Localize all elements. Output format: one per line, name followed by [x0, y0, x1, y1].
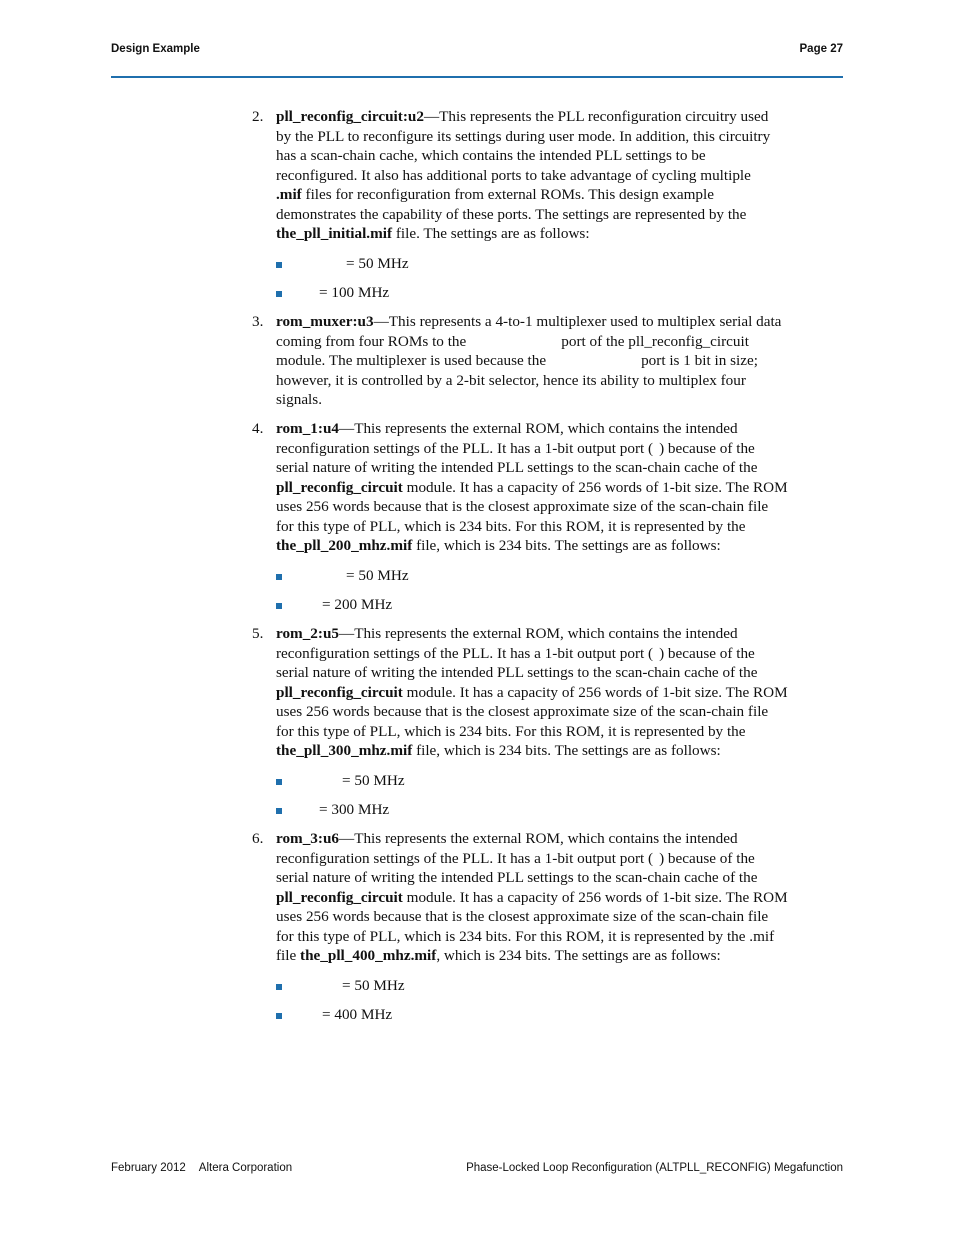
- section-title: Design Example: [111, 43, 200, 55]
- item-text: rom_muxer:u3—This represents a 4-to-1 multiplexer used to multiplex serial data coming from four ROMs to the port of the pll_reconfig_circuit module. The multiplexer is used because the port is 1 bit in size; however, it is controlled by a 2-bit selector, hence its ability to multiplex four signals.: [276, 313, 782, 408]
- settings-item: = 200 MHz: [276, 595, 844, 615]
- settings-item: = 50 MHz: [276, 771, 844, 791]
- bullet-square-icon: [276, 984, 282, 990]
- bullet-square-icon: [276, 808, 282, 814]
- settings-item: = 300 MHz: [276, 800, 844, 820]
- settings-item: = 100 MHz: [276, 283, 844, 303]
- footer-doc-title: Phase-Locked Loop Reconfiguration (ALTPLL_RECONFIG) Megafunction: [466, 1162, 843, 1174]
- item-number: 6.: [252, 830, 264, 847]
- settings-item: = 50 MHz: [276, 566, 844, 586]
- item-number: 2.: [252, 108, 264, 125]
- list-item: [252, 829, 844, 1025]
- settings-list: [276, 254, 844, 303]
- page-footer: [111, 1162, 843, 1178]
- settings-list: [276, 566, 844, 615]
- footer-left: [111, 1162, 292, 1174]
- list-item: [252, 312, 844, 410]
- item-number: 3.: [252, 313, 264, 330]
- item-text: rom_3:u6—This represents the external ROM, which contains the intended reconfiguration settings of the PLL. It has a 1-bit output port ( ) because of the serial nature of writing the intended PLL settings to the scan-chain cache of the pll_reconfig_circuit module. It has a capacity of 256 words of 1-bit size. The ROM uses 256 words because that is the closest approximate size of the scan-chain file for this type of PLL, which is 234 bits. For this ROM, it is represented by the .mif file the_pll_400_mhz.mif, which is 234 bits. The settings are as follows:: [276, 830, 788, 964]
- footer-date: February 2012: [111, 1162, 186, 1174]
- settings-item: = 50 MHz: [276, 254, 844, 274]
- list-item: [252, 107, 844, 303]
- item-text: rom_1:u4—This represents the external ROM, which contains the intended reconfiguration settings of the PLL. It has a 1-bit output port ( ) because of the serial nature of writing the intended PLL settings to the scan-chain cache of the pll_reconfig_circuit module. It has a capacity of 256 words of 1-bit size. The ROM uses 256 words because that is the closest approximate size of the scan-chain file for this type of PLL, which is 234 bits. For this ROM, it is represented by the the_pll_200_mhz.mif file, which is 234 bits. The settings are as follows:: [276, 420, 788, 554]
- item-name: rom_muxer:u3: [276, 313, 374, 330]
- list-item: [252, 419, 844, 615]
- item-name: rom_3:u6: [276, 830, 339, 847]
- item-name: pll_reconfig_circuit:u2: [276, 108, 424, 125]
- item-number: 5.: [252, 625, 264, 642]
- item-text: pll_reconfig_circuit:u2—This represents the PLL reconfiguration circuitry used by the PLL to reconfigure its settings during user mode. In addition, this circuitry has a scan-chain cache, which contains the intended PLL settings to be reconfigured. It also has additional ports to take advantage of cycling multiple .mif files for reconfiguration from external ROMs. This design example demonstrates the capability of these ports. The settings are represented by the the_pll_initial.mif file. The settings are as follows:: [276, 108, 771, 242]
- settings-item: = 50 MHz: [276, 976, 844, 996]
- settings-item: = 400 MHz: [276, 1005, 844, 1025]
- list-item: [252, 624, 844, 820]
- bullet-square-icon: [276, 262, 282, 268]
- item-name: rom_2:u5: [276, 625, 339, 642]
- bullet-square-icon: [276, 1013, 282, 1019]
- item-number: 4.: [252, 420, 264, 437]
- header-rule: [111, 76, 843, 78]
- item-name: rom_1:u4: [276, 420, 339, 437]
- settings-list: [276, 976, 844, 1025]
- settings-list: [276, 771, 844, 820]
- page-number: Page 27: [799, 43, 843, 55]
- item-text: rom_2:u5—This represents the external ROM, which contains the intended reconfiguration settings of the PLL. It has a 1-bit output port ( ) because of the serial nature of writing the intended PLL settings to the scan-chain cache of the pll_reconfig_circuit module. It has a capacity of 256 words of 1-bit size. The ROM uses 256 words because that is the closest approximate size of the scan-chain file for this type of PLL, which is 234 bits. For this ROM, it is represented by the the_pll_300_mhz.mif file, which is 234 bits. The settings are as follows:: [276, 625, 788, 759]
- bullet-square-icon: [276, 779, 282, 785]
- bullet-square-icon: [276, 574, 282, 580]
- numbered-list: [252, 107, 844, 1034]
- footer-company: Altera Corporation: [198, 1162, 293, 1174]
- bullet-square-icon: [276, 291, 282, 297]
- page-header: [111, 43, 843, 59]
- bullet-square-icon: [276, 603, 282, 609]
